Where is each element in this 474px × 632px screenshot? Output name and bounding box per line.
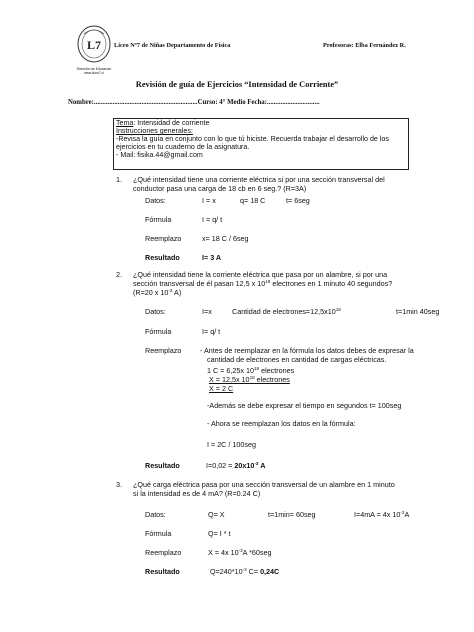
q3-text-1: ¿Qué carga eléctrica pasa por una sección transversal de un alambre en 1 minuto (133, 480, 395, 489)
logo-caption: Dirección de Educación www.liceo7.cl (76, 67, 112, 75)
q2-note-1: -Además se debe expresar el tiempo en segundos t= 100seg (207, 401, 402, 410)
q1-formula-label: Fórmula (145, 215, 172, 224)
header-school: Liceo Nº7 de Niñas Departamento de Física (114, 42, 231, 49)
q3-datos-q: Q= X (208, 510, 225, 519)
q3-reemplazo-label: Reemplazo (145, 548, 182, 557)
page-title: Revisión de guía de Ejercicios “Intensidad de Corriente” (135, 80, 339, 89)
q3-formula: Q= I * t (208, 529, 231, 538)
q3-datos-label: Datos: (145, 510, 166, 519)
q1-reemplazo-label: Reemplazo (145, 234, 182, 243)
q3-formula-label: Fórmula (145, 529, 172, 538)
q3-resultado-label: Resultado (145, 567, 180, 576)
q3-datos-t: t=1min= 60seg (268, 510, 316, 519)
header-teachers: Profesoras: Elba Fernández R. (323, 42, 406, 49)
q1-formula: I = q/ t (202, 215, 223, 224)
topic-line: Tema: Intensidad de corriente (116, 119, 210, 127)
q3-number: 3. (116, 480, 122, 489)
instructions-text-2: ejercicios en tu cuaderno de la asignatura. (116, 143, 250, 151)
q3-datos-i: I=4mA = 4x $10^{-3}A$ (354, 510, 410, 519)
q2-resultado: $I=0,02 = 20x10^{-3}$ A (206, 461, 266, 470)
q1-datos-i: I = x (202, 196, 216, 205)
q2-formula-label: Fórmula (145, 327, 172, 336)
q3-resultado: $Q=240*10^{-3}$ C= 0,24C (210, 567, 280, 576)
q1-datos-q: q= 18 C (240, 196, 266, 205)
q3-text-2: si la intensidad es de 4 mA? (R=0.24 C) (133, 489, 261, 498)
q1-text-1: ¿Qué intensidad tiene una corriente eléctrica si por una sección transversal del (133, 175, 385, 184)
svg-text:L7: L7 (86, 38, 102, 52)
q2-text-1: ¿Qué intensidad tiene la corriente eléctrica que pasa por un alambre, si por una (133, 270, 388, 279)
q2-number: 2. (116, 270, 122, 279)
q2-reemplazo-2: cantidad de electrones en cantidad de cargas eléctricas. (207, 355, 387, 364)
q2-text-3: (R=20 x $10^{-3}$ A) (133, 288, 182, 297)
q2-datos-t: t=1min 40seg (396, 307, 440, 316)
mail-line: - Mail: fisika.44@gmail.com (116, 151, 203, 159)
name-line: Nombre:.............................................................Curso: 4° Medio Fecha:............................... (68, 99, 320, 106)
instructions-text-1: -Revisa la guía en conjunto con lo que tú hiciste. Recuerda trabajar el desarrollo de los (116, 135, 389, 143)
q1-reemplazo: x= 18 C / 6seg (202, 234, 249, 243)
q1-resultado: I= 3 A (202, 253, 222, 262)
q1-datos-label: Datos: (145, 196, 166, 205)
instructions-heading: Instrucciones generales: (116, 127, 193, 135)
school-logo-icon (70, 22, 118, 70)
q2-equivalence-1: 1 C = 6,25x $10^{18}$ electrones (207, 366, 295, 375)
q2-equivalence-2: X = 12,5x $10^{18}$ electrones (209, 375, 290, 384)
q2-datos-electrons: Cantidad de $electrones=12,5x10^{18}$ (232, 307, 341, 316)
q2-datos-i: I=x (202, 307, 212, 316)
q2-datos-label: Datos: (145, 307, 166, 316)
q3-reemplazo: X = 4x $10^{-3}A$ *60seg (208, 548, 272, 557)
q2-reemplazo-1: - Antes de reemplazar en la fórmula los datos debes de expresar la (200, 346, 414, 355)
q1-datos-t: t= 6seg (286, 196, 310, 205)
q2-calc: I = 2C / 100seg (207, 440, 256, 449)
q2-note-2: - Ahora se reemplazan los datos en la fórmula: (207, 419, 356, 428)
q2-text-2: sección transversal de él pasan 12,5 x $10^{18}$ electrones en 1 minuto 40 segundos? (133, 279, 393, 288)
q1-text-2: conductor pasa una carga de 18 cb en 6 seg.? (R=3A) (133, 184, 307, 193)
q2-resultado-label: Resultado (145, 461, 180, 470)
q1-resultado-label: Resultado (145, 253, 180, 262)
q1-number: 1. (116, 175, 122, 184)
instructions-box (113, 118, 409, 170)
q2-equivalence-3: X = 2 C (209, 384, 234, 393)
q2-formula: I= q/ t (202, 327, 221, 336)
q2-reemplazo-label: Reemplazo (145, 346, 182, 355)
